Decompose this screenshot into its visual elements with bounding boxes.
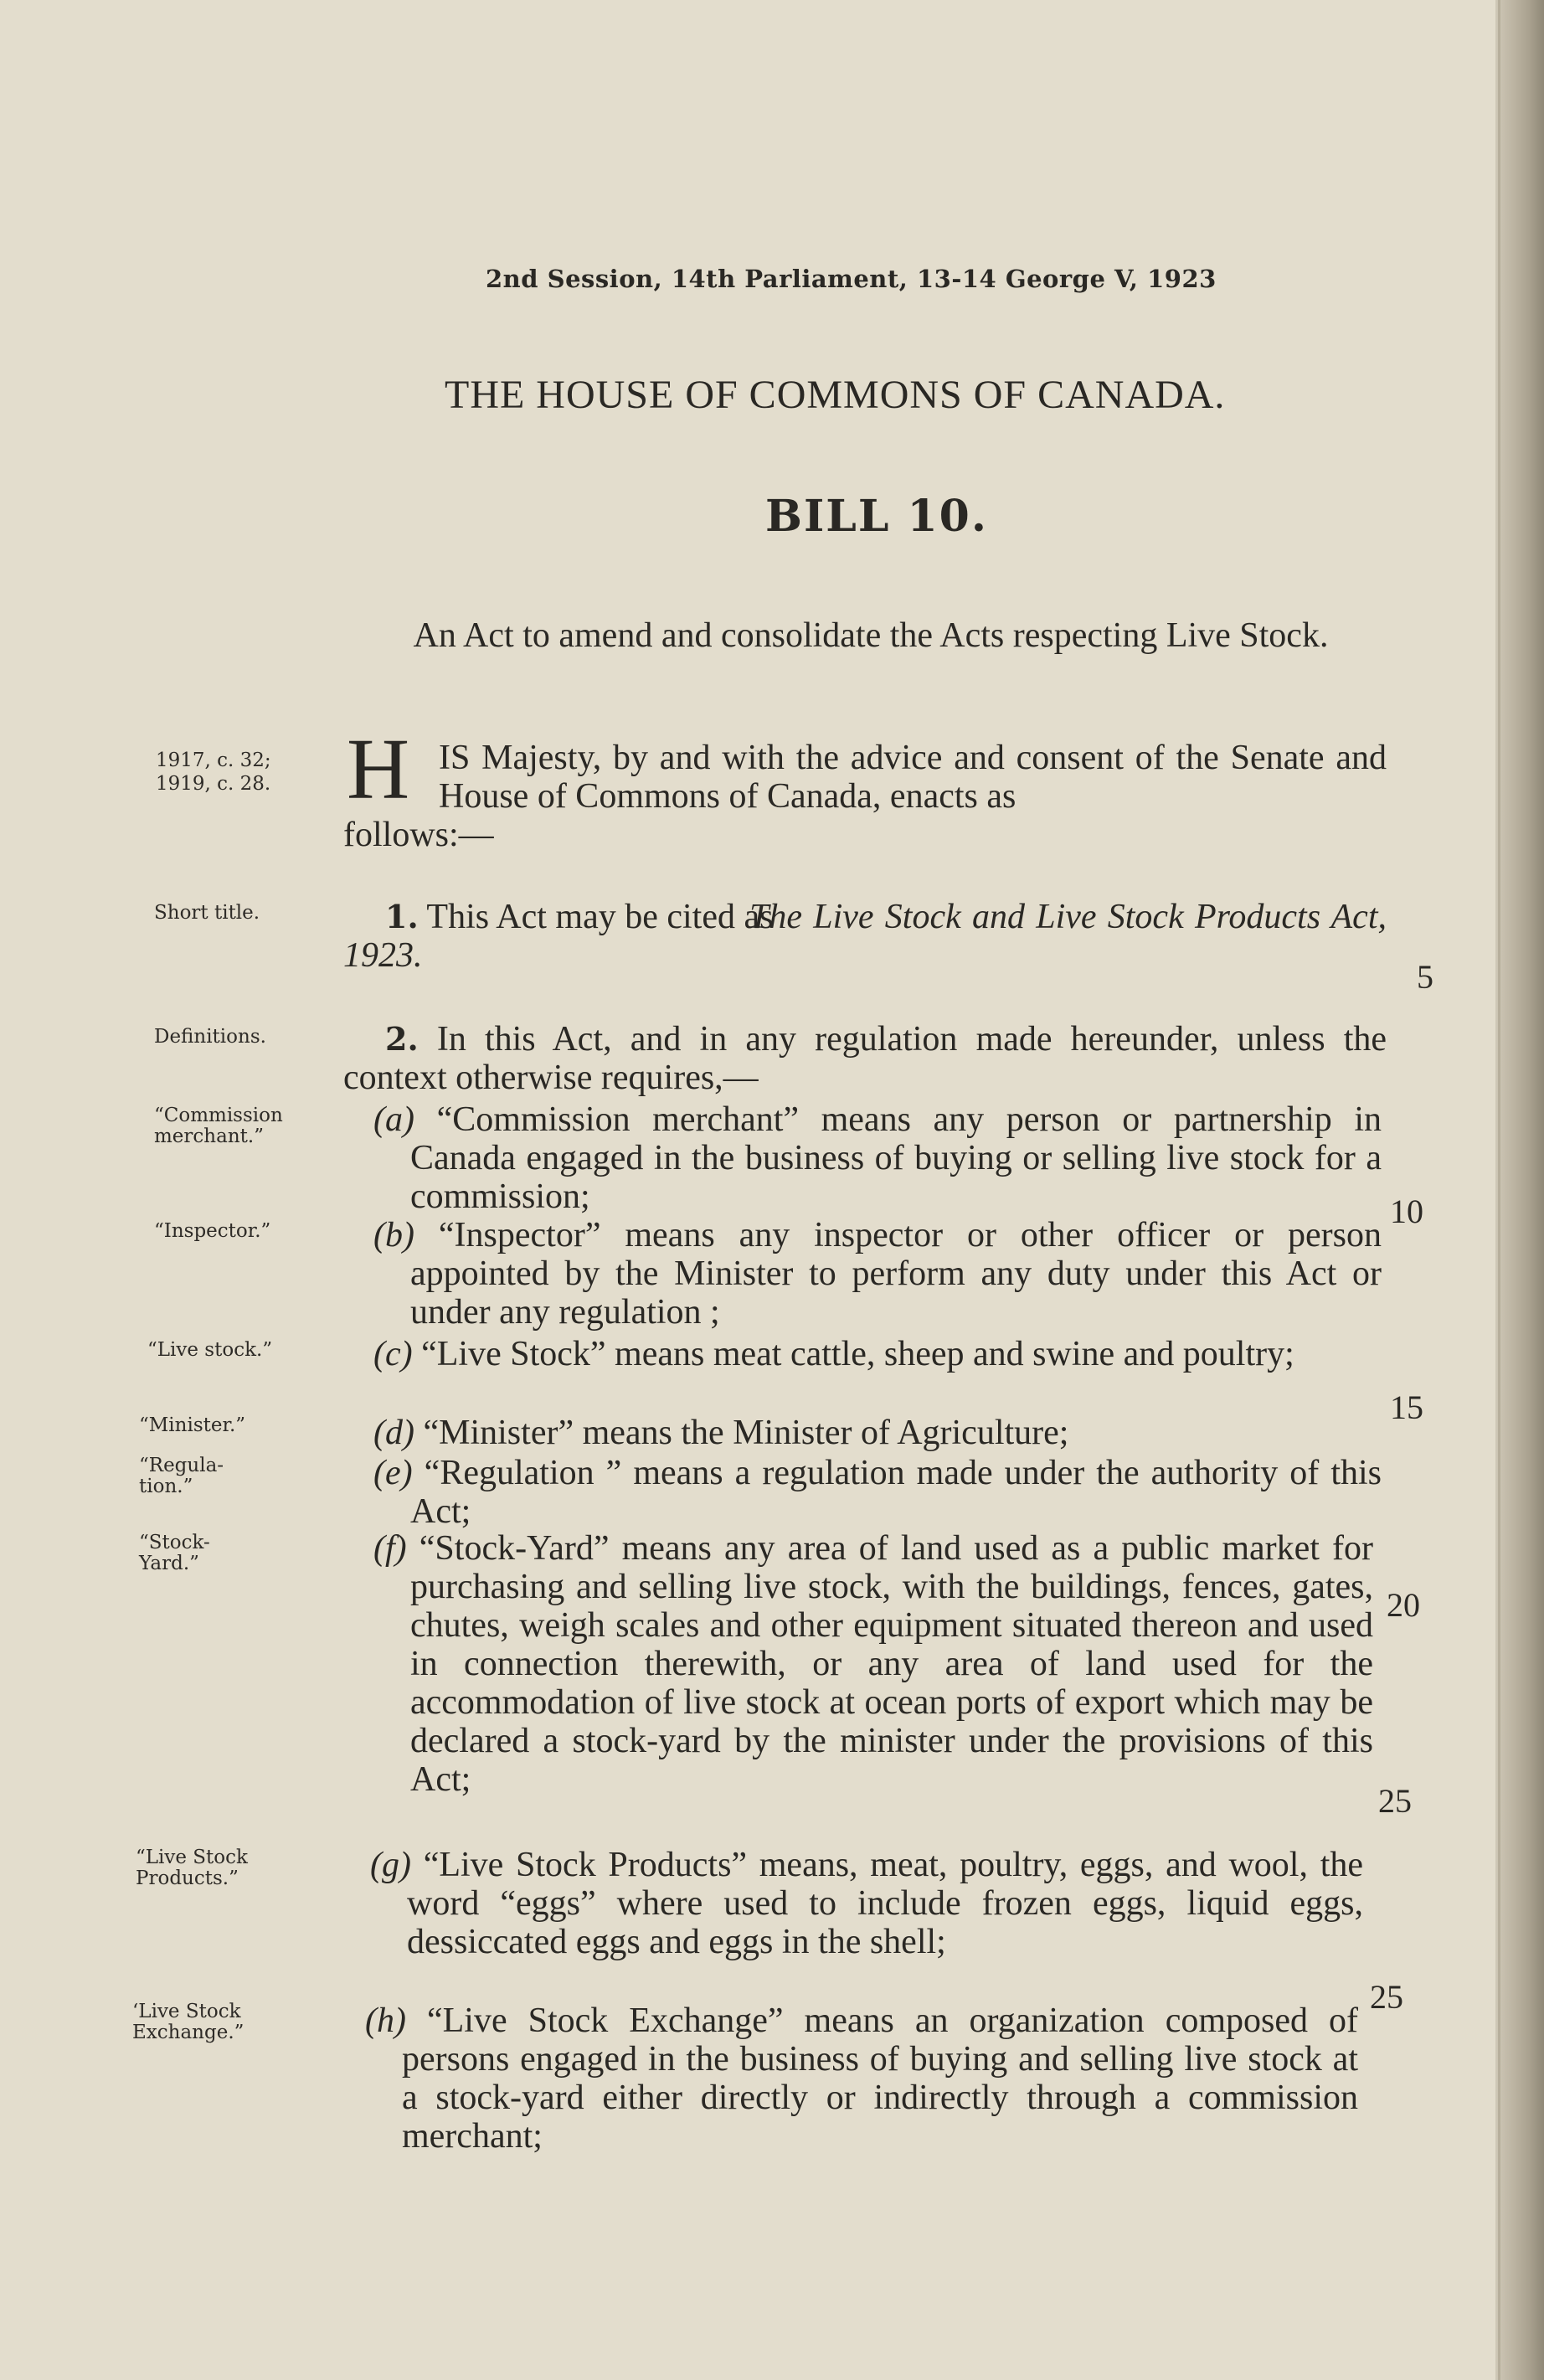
- section-1-number: 1.: [385, 898, 419, 935]
- section-1-title-italic: The Live Stock and Live Stock Products Act, 1923.: [343, 898, 1387, 975]
- margin-note-definitions: Definitions.: [154, 1026, 266, 1048]
- definition-d-label: (d): [373, 1414, 414, 1452]
- definition-g-text: “Live Stock Products” means, meat, poultry, eggs, and wool, the word “eggs” where used to include frozen eggs, liquid eggs, dessiccated eggs and eggs in the shell;: [407, 1846, 1364, 1961]
- margin-note-citation-1917: 1917, c. 32;: [156, 750, 271, 771]
- section-1-line-1: [385, 898, 1387, 936]
- definition-c-label: (c): [373, 1335, 413, 1373]
- act-title: An Act to amend and consolidate the Acts respecting Live Stock.: [413, 616, 1329, 655]
- enacting-follows: follows:—: [343, 816, 494, 854]
- section-2-number: 2.: [385, 1020, 419, 1058]
- margin-note-minister: “Minister.”: [139, 1414, 246, 1436]
- definition-b: [373, 1216, 1382, 1332]
- margin-note-citation-1919: 1919, c. 28.: [156, 773, 271, 795]
- line-number: 15: [1390, 1388, 1423, 1426]
- drop-cap: H: [347, 721, 410, 817]
- margin-note-stock-yard: “Stock-Yard.”: [139, 1532, 210, 1574]
- definition-b-label: (b): [373, 1216, 414, 1254]
- definition-g-label: (g): [370, 1846, 411, 1884]
- section-2-body: In this Act, and in any regulation made hereunder, unless the context otherwise requires,—: [343, 1020, 1387, 1097]
- enacting-clause: IS Majesty, by and with the advice and consent of the Senate and House of Commons of Canada, enacts as: [439, 739, 1387, 816]
- definition-f-text: “Stock-Yard” means any area of land used as a public market for purchasing and selling live stock, with the buildings, fences, gates, chutes, weigh scales and other equipment situated thereon and used in connection therewith, or any area of land used for the accommodation of live stock at ocean ports of export which may be declared a stock-yard by the minister under the provisions of this Act;: [410, 1529, 1374, 1799]
- definition-a: [373, 1100, 1382, 1216]
- definition-h: [365, 2001, 1358, 2156]
- bill-number: BILL 10.: [765, 491, 988, 542]
- section-1-text: This Act may be cited as: [426, 898, 774, 936]
- margin-note-regulation: “Regula-tion.”: [139, 1455, 224, 1497]
- session-line: 2nd Session, 14th Parliament, 13-14 George V, 1923: [486, 265, 1217, 293]
- definition-e: [373, 1454, 1382, 1531]
- line-number: 10: [1390, 1193, 1423, 1230]
- definition-b-text: “Inspector” means any inspector or other officer or person appointed by the Minister to perform any duty under this Act or under any regulation ;: [410, 1216, 1382, 1332]
- definition-c: [373, 1335, 1382, 1373]
- definition-c-text: “Live Stock” means meat cattle, sheep and swine and poultry;: [421, 1335, 1294, 1373]
- margin-note-commission-merchant: “Commission merchant.”: [154, 1105, 283, 1147]
- margin-note-inspector: “Inspector.”: [154, 1220, 271, 1242]
- section-2-text: [343, 1020, 1387, 1097]
- margin-note-short-title: Short title.: [154, 902, 260, 924]
- definition-d-text: “Minister” means the Minister of Agriculture;: [423, 1414, 1069, 1452]
- definition-h-label: (h): [365, 2001, 406, 2040]
- margin-note-live-stock: “Live stock.”: [147, 1339, 273, 1361]
- page-edge-shadow: [1495, 0, 1544, 2380]
- page-edge-line: [1498, 0, 1500, 2380]
- definition-h-text: “Live Stock Exchange” means an organization composed of persons engaged in the business of buying and selling live stock at a stock-yard either directly or indirectly through a commission merchant;: [402, 2001, 1358, 2156]
- line-number: 5: [1417, 958, 1433, 996]
- definition-e-text: “Regulation ” means a regulation made under the authority of this Act;: [410, 1454, 1382, 1531]
- definition-a-text: “Commission merchant” means any person or partnership in Canada engaged in the business of buying or selling live stock for a commission;: [410, 1100, 1382, 1216]
- line-number: 25: [1378, 1782, 1412, 1820]
- house-heading: THE HOUSE OF COMMONS OF CANADA.: [445, 373, 1226, 417]
- margin-note-live-stock-products: “Live Stock Products.”: [136, 1847, 248, 1889]
- line-number: 25: [1370, 1978, 1403, 2016]
- definition-f-label: (f): [373, 1529, 407, 1568]
- definition-e-label: (e): [373, 1454, 413, 1492]
- line-number: 20: [1387, 1586, 1420, 1624]
- margin-note-live-stock-exchange: ‘Live Stock Exchange.”: [132, 2001, 244, 2043]
- definition-a-label: (a): [373, 1100, 414, 1139]
- definition-g: [370, 1846, 1364, 1961]
- definition-f: [373, 1529, 1374, 1799]
- definition-d: [373, 1414, 1382, 1452]
